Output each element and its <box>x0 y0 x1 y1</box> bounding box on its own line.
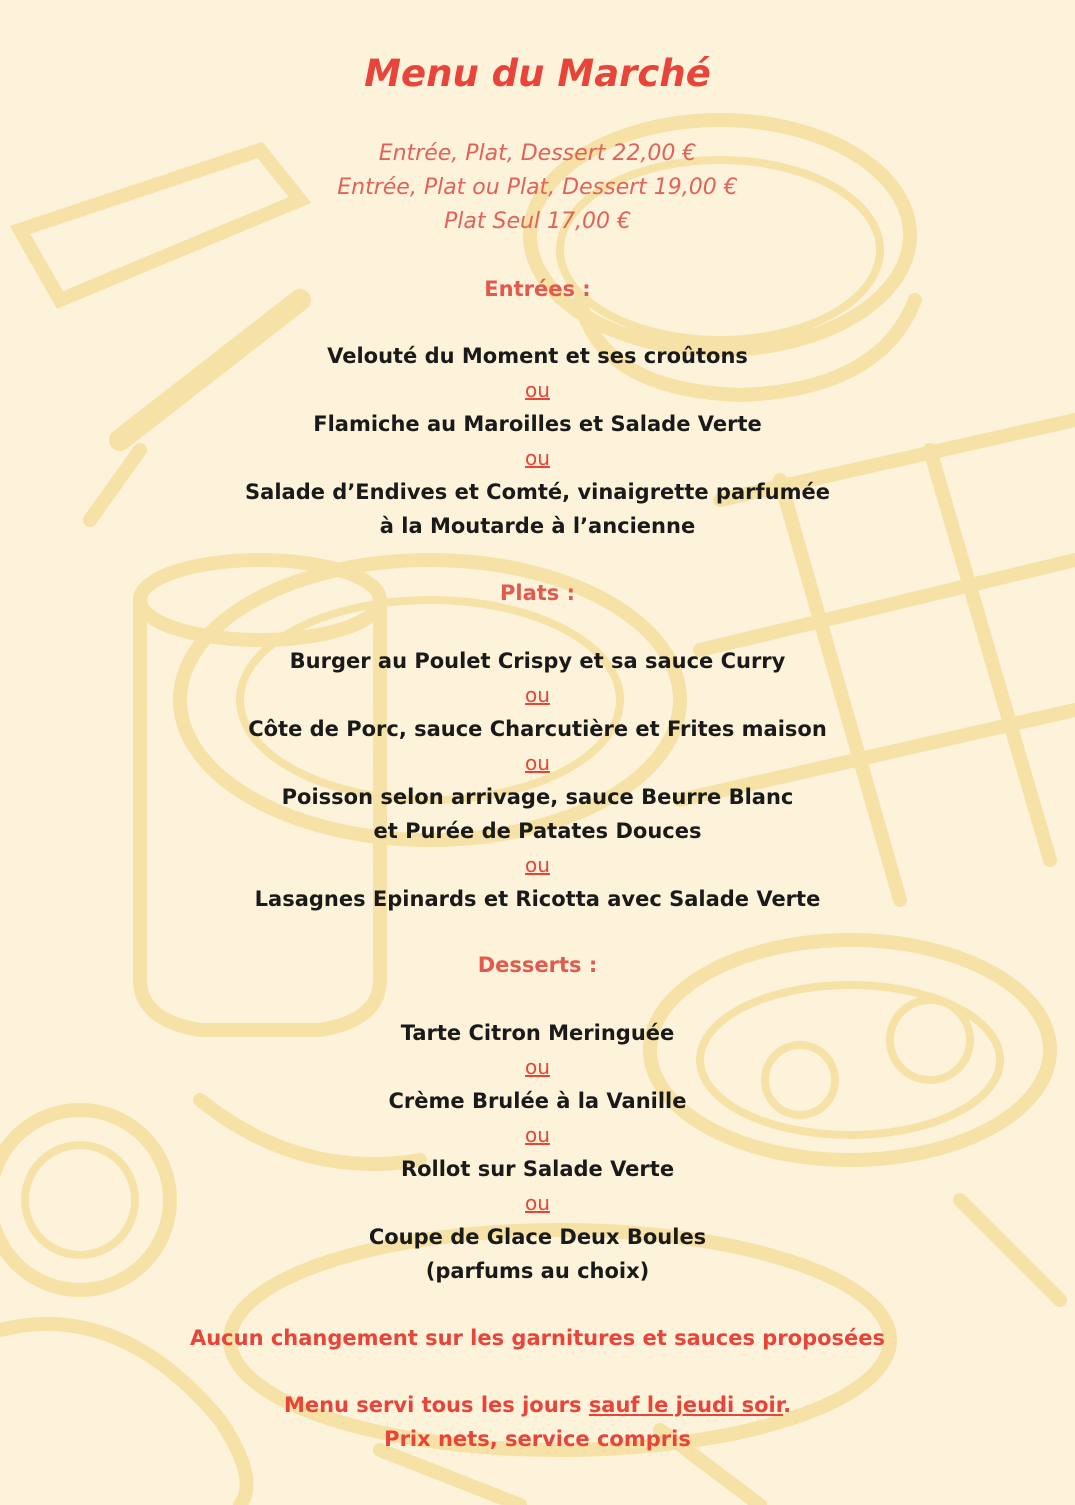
dessert-item: Crème Brulée à la Vanille <box>388 1089 687 1113</box>
or-separator: ou <box>525 446 550 470</box>
plat-item: Côte de Porc, sauce Charcutière et Frites maison <box>248 717 827 741</box>
served-exception: sauf le jeudi soir <box>588 1393 784 1417</box>
served-days-note <box>0 1388 1075 1422</box>
plat-item: Poisson selon arrivage, sauce Beurre Blanc <box>281 785 794 809</box>
price-list <box>0 137 1075 239</box>
entree-item-continued: à la Moutarde à l’ancienne <box>379 514 696 538</box>
dessert-item: Tarte Citron Meringuée <box>400 1021 675 1045</box>
or-separator: ou <box>525 1191 550 1215</box>
dessert-item: Coupe de Glace Deux Boules <box>368 1225 707 1249</box>
entree-item: Flamiche au Maroilles et Salade Verte <box>313 412 762 436</box>
no-change-note: Aucun changement sur les garnitures et sauces proposées <box>189 1326 886 1350</box>
entree-item: Salade d’Endives et Comté, vinaigrette parfumée <box>245 480 830 504</box>
served-suffix: . <box>783 1393 792 1417</box>
entrees-heading: Entrées : <box>484 277 591 301</box>
plats-list <box>0 644 1075 916</box>
or-separator: ou <box>525 1055 550 1079</box>
price-main-only: Plat Seul 17,00 € <box>444 209 631 234</box>
or-separator: ou <box>525 378 550 402</box>
served-prefix: Menu servi tous les jours <box>283 1393 589 1417</box>
plat-item-continued: et Purée de Patates Douces <box>373 819 702 843</box>
dessert-item-continued: (parfums au choix) <box>425 1259 650 1283</box>
or-separator: ou <box>525 683 550 707</box>
desserts-list <box>0 1016 1075 1288</box>
entree-item: Velouté du Moment et ses croûtons <box>327 344 748 368</box>
or-separator: ou <box>525 1123 550 1147</box>
price-three-course: Entrée, Plat, Dessert 22,00 € <box>378 141 697 166</box>
service-notes <box>0 1388 1075 1456</box>
net-prices-note: Prix nets, service compris <box>384 1427 691 1451</box>
or-separator: ou <box>525 751 550 775</box>
desserts-heading: Desserts : <box>477 953 598 977</box>
or-separator: ou <box>525 853 550 877</box>
menu-title: Menu du Marché <box>364 52 711 95</box>
plats-heading: Plats : <box>499 581 575 605</box>
dessert-item: Rollot sur Salade Verte <box>400 1157 675 1181</box>
entrees-list <box>0 339 1075 543</box>
plat-item: Lasagnes Epinards et Ricotta avec Salade Verte <box>254 887 821 911</box>
plat-item: Burger au Poulet Crispy et sa sauce Curry <box>289 649 786 673</box>
price-two-course: Entrée, Plat ou Plat, Dessert 19,00 € <box>337 175 738 200</box>
